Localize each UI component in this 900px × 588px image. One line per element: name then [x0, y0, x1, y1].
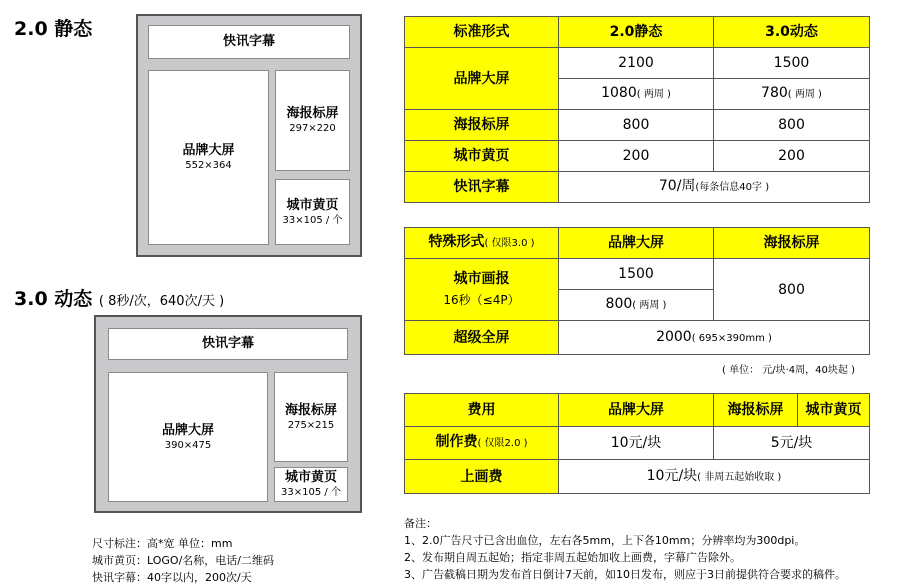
table-row: [405, 460, 870, 494]
row-label-brand: 品牌大屏: [405, 48, 559, 110]
remarks-title: 备注：: [404, 517, 437, 530]
static-yellow-panel: [275, 179, 350, 245]
table-header: 2.0静态: [559, 17, 714, 48]
dynamic-poster-size: 275×215: [287, 419, 335, 431]
table-cell: 800: [714, 259, 870, 321]
table-cell: [559, 460, 870, 494]
cell-note: ( 两周 ): [787, 89, 822, 100]
table-cell: 200: [559, 141, 714, 172]
dynamic-layout-frame: [94, 315, 362, 513]
cell-value: 780: [761, 85, 788, 101]
table-row: [405, 141, 870, 172]
city-sub: 16秒（≤4P）: [443, 293, 520, 307]
table-row: [405, 427, 870, 460]
static-ticker-panel: [148, 25, 350, 59]
table-row: [405, 394, 870, 427]
row-label-poster: 海报标屏: [405, 110, 559, 141]
dynamic-section-title: [14, 284, 224, 311]
dynamic-brand-size: 390×475: [164, 439, 212, 451]
static-brand-label: 品牌大屏: [182, 143, 235, 158]
table-cell: [559, 172, 870, 203]
static-title-text: 2.0 静态: [14, 18, 93, 40]
table-header: 3.0动态: [714, 17, 870, 48]
remark-item: 3、广告截稿日期为发布首日倒计7天前，如10日发布，则应于3日前提供符合要求的稿件。: [404, 568, 846, 581]
standard-price-table: [404, 16, 870, 203]
table-row: [405, 321, 870, 355]
header-label: 特殊形式: [428, 234, 485, 250]
table-cell: [559, 290, 714, 321]
cell-value: 2000: [656, 328, 692, 345]
table-cell: [559, 79, 714, 110]
static-ticker-label: 快讯字幕: [222, 34, 275, 49]
cell-value: 10元/块: [646, 467, 698, 484]
static-layout-frame: [136, 14, 362, 257]
dynamic-yellow-label: 城市黄页: [284, 470, 337, 485]
table-cell: [714, 79, 870, 110]
table-row: [405, 110, 870, 141]
dynamic-brand-label: 品牌大屏: [161, 422, 214, 438]
row-label-yellow: 城市黄页: [405, 141, 559, 172]
table-row: [405, 259, 870, 290]
row-label-make: [405, 427, 559, 460]
static-poster-size: 297×220: [289, 123, 336, 134]
table-header: 城市黄页: [798, 394, 870, 427]
dynamic-ticker-panel: [108, 328, 348, 360]
table-cell: [559, 321, 870, 355]
cell-note: ( 两周 ): [632, 300, 667, 311]
table-header: 费用: [405, 394, 559, 427]
dynamic-subtitle: ( 8秒/次，640次/天 ): [98, 294, 225, 309]
table-cell: 10元/块: [559, 427, 714, 460]
unit-note: ( 单位： 元/块·4周，40块起 ): [722, 365, 855, 376]
table-header: 海报标屏: [714, 394, 798, 427]
remark-item: 1、2.0广告尺寸已含出血位，左右各5mm，上下各10mm；分辨率均为300dpi。: [404, 534, 806, 547]
remark-item: 2、发布期自周五起始；指定非周五起始加收上画费，字幕广告除外。: [404, 551, 741, 564]
table-cell: 800: [559, 110, 714, 141]
dynamic-poster-label: 海报标屏: [284, 402, 337, 418]
dynamic-title-text: 3.0 动态: [14, 288, 93, 310]
static-yellow-size: 33×105 / 个: [282, 214, 343, 226]
table-cell: 200: [714, 141, 870, 172]
static-poster-panel: [275, 70, 350, 171]
row-label-super: 超级全屏: [405, 321, 559, 355]
cell-note: ( 两周 ): [636, 89, 671, 100]
spec-note: 城市黄页：LOGO/名称，电话/二维码: [92, 554, 274, 567]
dynamic-yellow-size: 33×105 / 个: [281, 487, 341, 498]
table-cell: 1500: [714, 48, 870, 79]
cell-note: ( 695×390mm ): [691, 332, 772, 344]
table-cell: 800: [714, 110, 870, 141]
static-section-title: [14, 14, 92, 41]
cell-value: 70/周: [658, 178, 696, 194]
static-brand-size: 552×364: [185, 160, 232, 171]
table-row: [405, 228, 870, 259]
fee-table: [404, 393, 870, 494]
row-label-city-poster: [405, 259, 559, 321]
table-header: 标准形式: [405, 17, 559, 48]
dynamic-ticker-label: 快讯字幕: [201, 336, 254, 351]
cell-value: 800: [605, 296, 633, 312]
row-label-ticker: 快讯字幕: [405, 172, 559, 203]
table-cell: 5元/块: [714, 427, 870, 460]
city-label: 城市画报: [453, 271, 510, 287]
special-format-table: [404, 227, 870, 355]
remarks: [404, 515, 846, 583]
spec-notes: [92, 535, 274, 586]
table-header: 品牌大屏: [559, 228, 714, 259]
dynamic-poster-panel: [274, 372, 348, 462]
table-row: [405, 17, 870, 48]
table-row: [405, 172, 870, 203]
static-yellow-label: 城市黄页: [286, 197, 339, 213]
static-brand-panel: [148, 70, 269, 245]
cell-note: ( 非周五起始收取 ): [697, 471, 782, 483]
dynamic-brand-panel: [108, 372, 268, 502]
table-row: [405, 48, 870, 79]
spec-note: 快讯字幕：40字以内，200次/天: [92, 571, 252, 584]
table-header: [405, 228, 559, 259]
make-note: ( 仅限2.0 ): [477, 438, 528, 449]
cell-value: 1080: [601, 85, 637, 101]
table-header: 品牌大屏: [559, 394, 714, 427]
table-cell: 1500: [559, 259, 714, 290]
static-poster-label: 海报标屏: [286, 106, 339, 121]
row-label-post: 上画费: [405, 460, 559, 494]
cell-note: (每条信息40字 ): [695, 182, 770, 193]
table-header: 海报标屏: [714, 228, 870, 259]
make-label: 制作费: [435, 434, 478, 450]
dynamic-yellow-panel: [274, 467, 348, 502]
header-note: ( 仅限3.0 ): [484, 238, 535, 249]
table-cell: 2100: [559, 48, 714, 79]
spec-note: 尺寸标注：高*宽 单位：mm: [92, 537, 233, 550]
